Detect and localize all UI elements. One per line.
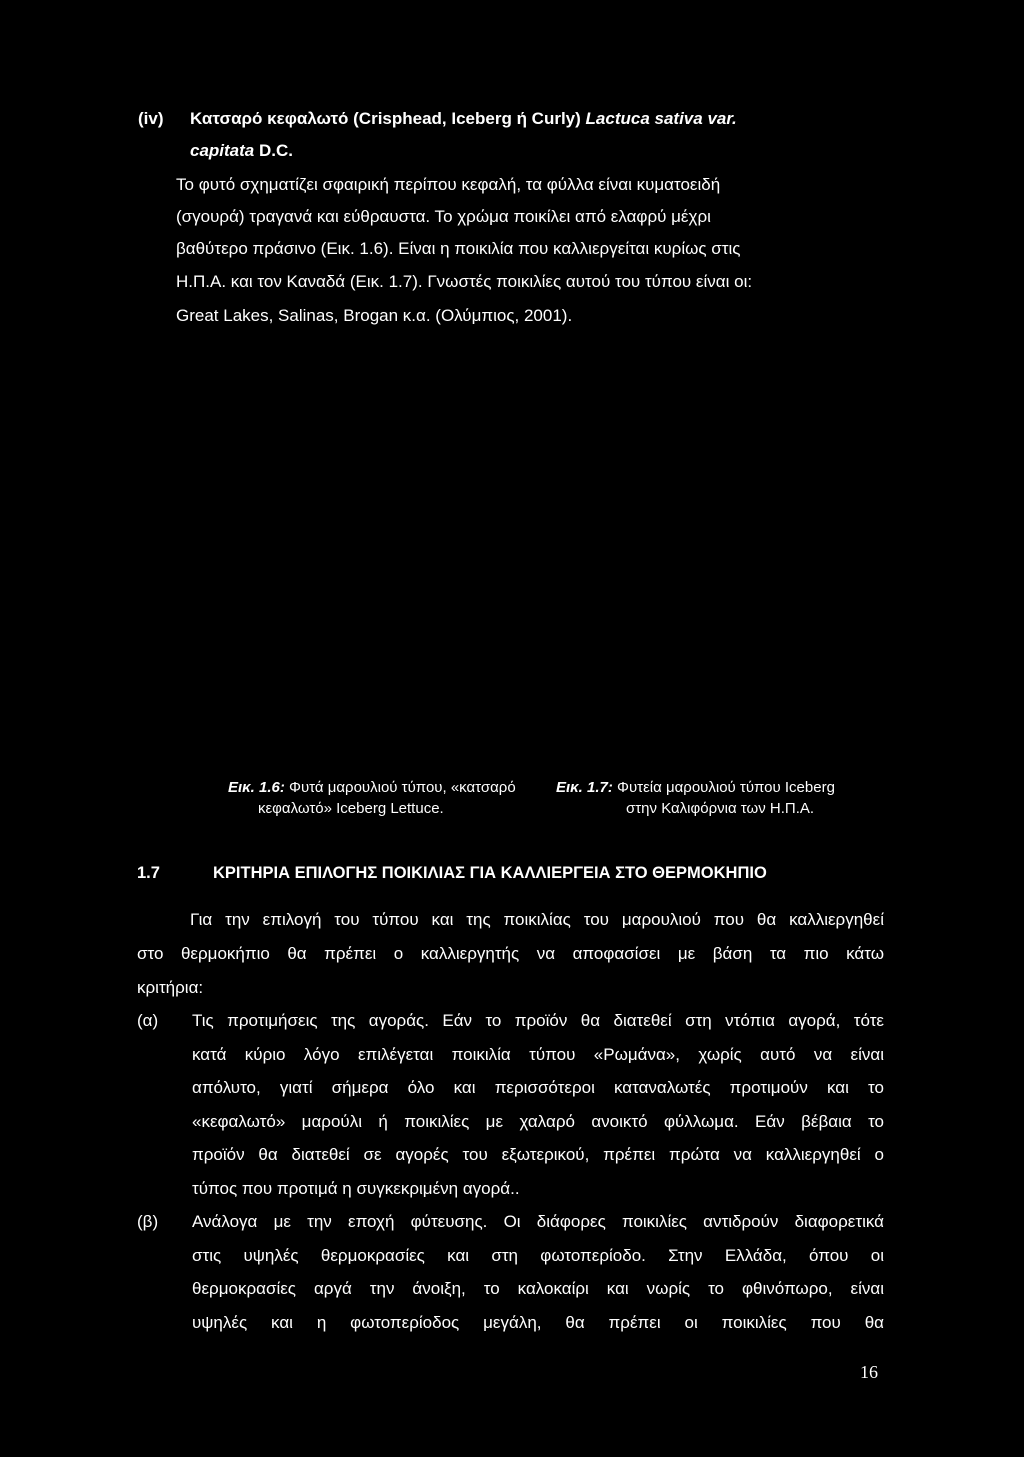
- intro-line: (σγουρά) τραγανά και εύθραυστα. Το χρώμα ποικίλει από ελαφρύ μέχρι: [176, 207, 711, 226]
- intro-line: Great Lakes, Salinas, Brogan κ.α. (Ολύμπιος, 2001).: [176, 306, 573, 325]
- page-number: 16: [860, 1362, 878, 1382]
- section-intro-line: στο θερμοκήπιο θα πρέπει ο καλλιεργητής να αποφασίσει με βάση τα πιο κάτω: [137, 944, 884, 963]
- item-marker-b: (β): [137, 1212, 159, 1231]
- section-number: 1.7: [137, 864, 160, 882]
- intro-heading-text: Κατσαρό κεφαλωτό (Crisphead, Iceberg ή Curly): [190, 109, 581, 128]
- item-b-line: Ανάλογα με την εποχή φύτευσης. Οι διάφορες ποικιλίες αντιδρούν διαφορετικά: [192, 1212, 884, 1231]
- item-a-line: προϊόν θα διατεθεί σε αγορές του εξωτερικού, πρέπει πρώτα να καλλιεργηθεί ο: [192, 1145, 884, 1164]
- item-a-line: «κεφαλωτό» μαρούλι ή ποικιλίες με χαλαρό ανοικτό φύλλωμα. Εάν βέβαια το: [192, 1112, 884, 1131]
- item-a-line: απόλυτο, γιατί σήμερα όλο και περισσότεροι καταναλωτές προτιμούν και το: [192, 1078, 884, 1097]
- figure-label: Εικ. 1.7:: [556, 779, 613, 796]
- section-title: ΚΡΙΤΗΡΙΑ ΕΠΙΛΟΓΗΣ ΠΟΙΚΙΛΙΑΣ ΓΙΑ ΚΑΛΛΙΕΡΓΕΙΑ ΣΤΟ ΘΕΡΜΟΚΗΠΙΟ: [213, 864, 767, 882]
- intro-heading: [190, 109, 737, 129]
- intro-marker: (iv): [138, 109, 164, 128]
- section-intro-line: Για την επιλογή του τύπου και της ποικιλίας του μαρουλιού που θα καλλιεργηθεί: [190, 910, 884, 929]
- item-b-line: θερμοκρασίες αργά την άνοιξη, το καλοκαίρι και νωρίς το φθινόπωρο, είναι: [192, 1279, 884, 1298]
- figure-caption-text: Φυτά μαρουλιού τύπου, «κατσαρό: [289, 779, 516, 796]
- intro-line: Το φυτό σχηματίζει σφαιρική περίπου κεφαλή, τα φύλλα είναι κυματοειδή: [176, 175, 721, 194]
- section-intro-line: κριτήρια:: [137, 978, 204, 997]
- intro-heading-latin: Lactuca sativa var.: [585, 109, 737, 128]
- figure-caption-1-6-line2: κεφαλωτό» Iceberg Lettuce.: [258, 800, 444, 817]
- figure-caption-1-7: [556, 779, 835, 797]
- intro-line: βαθύτερο πράσινο (Εικ. 1.6). Είναι η ποικιλία που καλλιεργείται κυρίως στις: [176, 239, 741, 258]
- intro-heading-latin2: capitata: [190, 141, 255, 160]
- item-marker-a: (α): [137, 1011, 159, 1030]
- figure-caption-text: Φυτεία μαρουλιού τύπου Iceberg: [617, 779, 835, 796]
- figure-caption-1-6: [228, 779, 516, 797]
- item-a-line: τύπος που προτιμά η συγκεκριμένη αγορά..: [192, 1179, 520, 1198]
- intro-line: Η.Π.Α. και τον Καναδά (Εικ. 1.7). Γνωστές ποικιλίες αυτού του τύπου είναι οι:: [176, 272, 753, 291]
- item-b-line: στις υψηλές θερμοκρασίες και στη φωτοπερίοδο. Στην Ελλάδα, όπου οι: [192, 1246, 884, 1265]
- figure-label: Εικ. 1.6:: [228, 779, 285, 796]
- item-a-line: Τις προτιμήσεις της αγοράς. Εάν το προϊόν θα διατεθεί στη ντόπια αγορά, τότε: [192, 1011, 884, 1030]
- item-a-line: κατά κύριο λόγο επιλέγεται ποικιλία τύπου «Ρωμάνα», χωρίς αυτό να είναι: [192, 1045, 884, 1064]
- item-b-line: υψηλές και η φωτοπερίοδος μεγάλη, θα πρέπει οι ποικιλίες που θα: [192, 1313, 884, 1332]
- intro-heading-line2: [190, 141, 293, 161]
- figure-caption-1-7-line2: στην Καλιφόρνια των Η.Π.Α.: [626, 800, 815, 817]
- intro-heading-author: D.C.: [258, 141, 293, 160]
